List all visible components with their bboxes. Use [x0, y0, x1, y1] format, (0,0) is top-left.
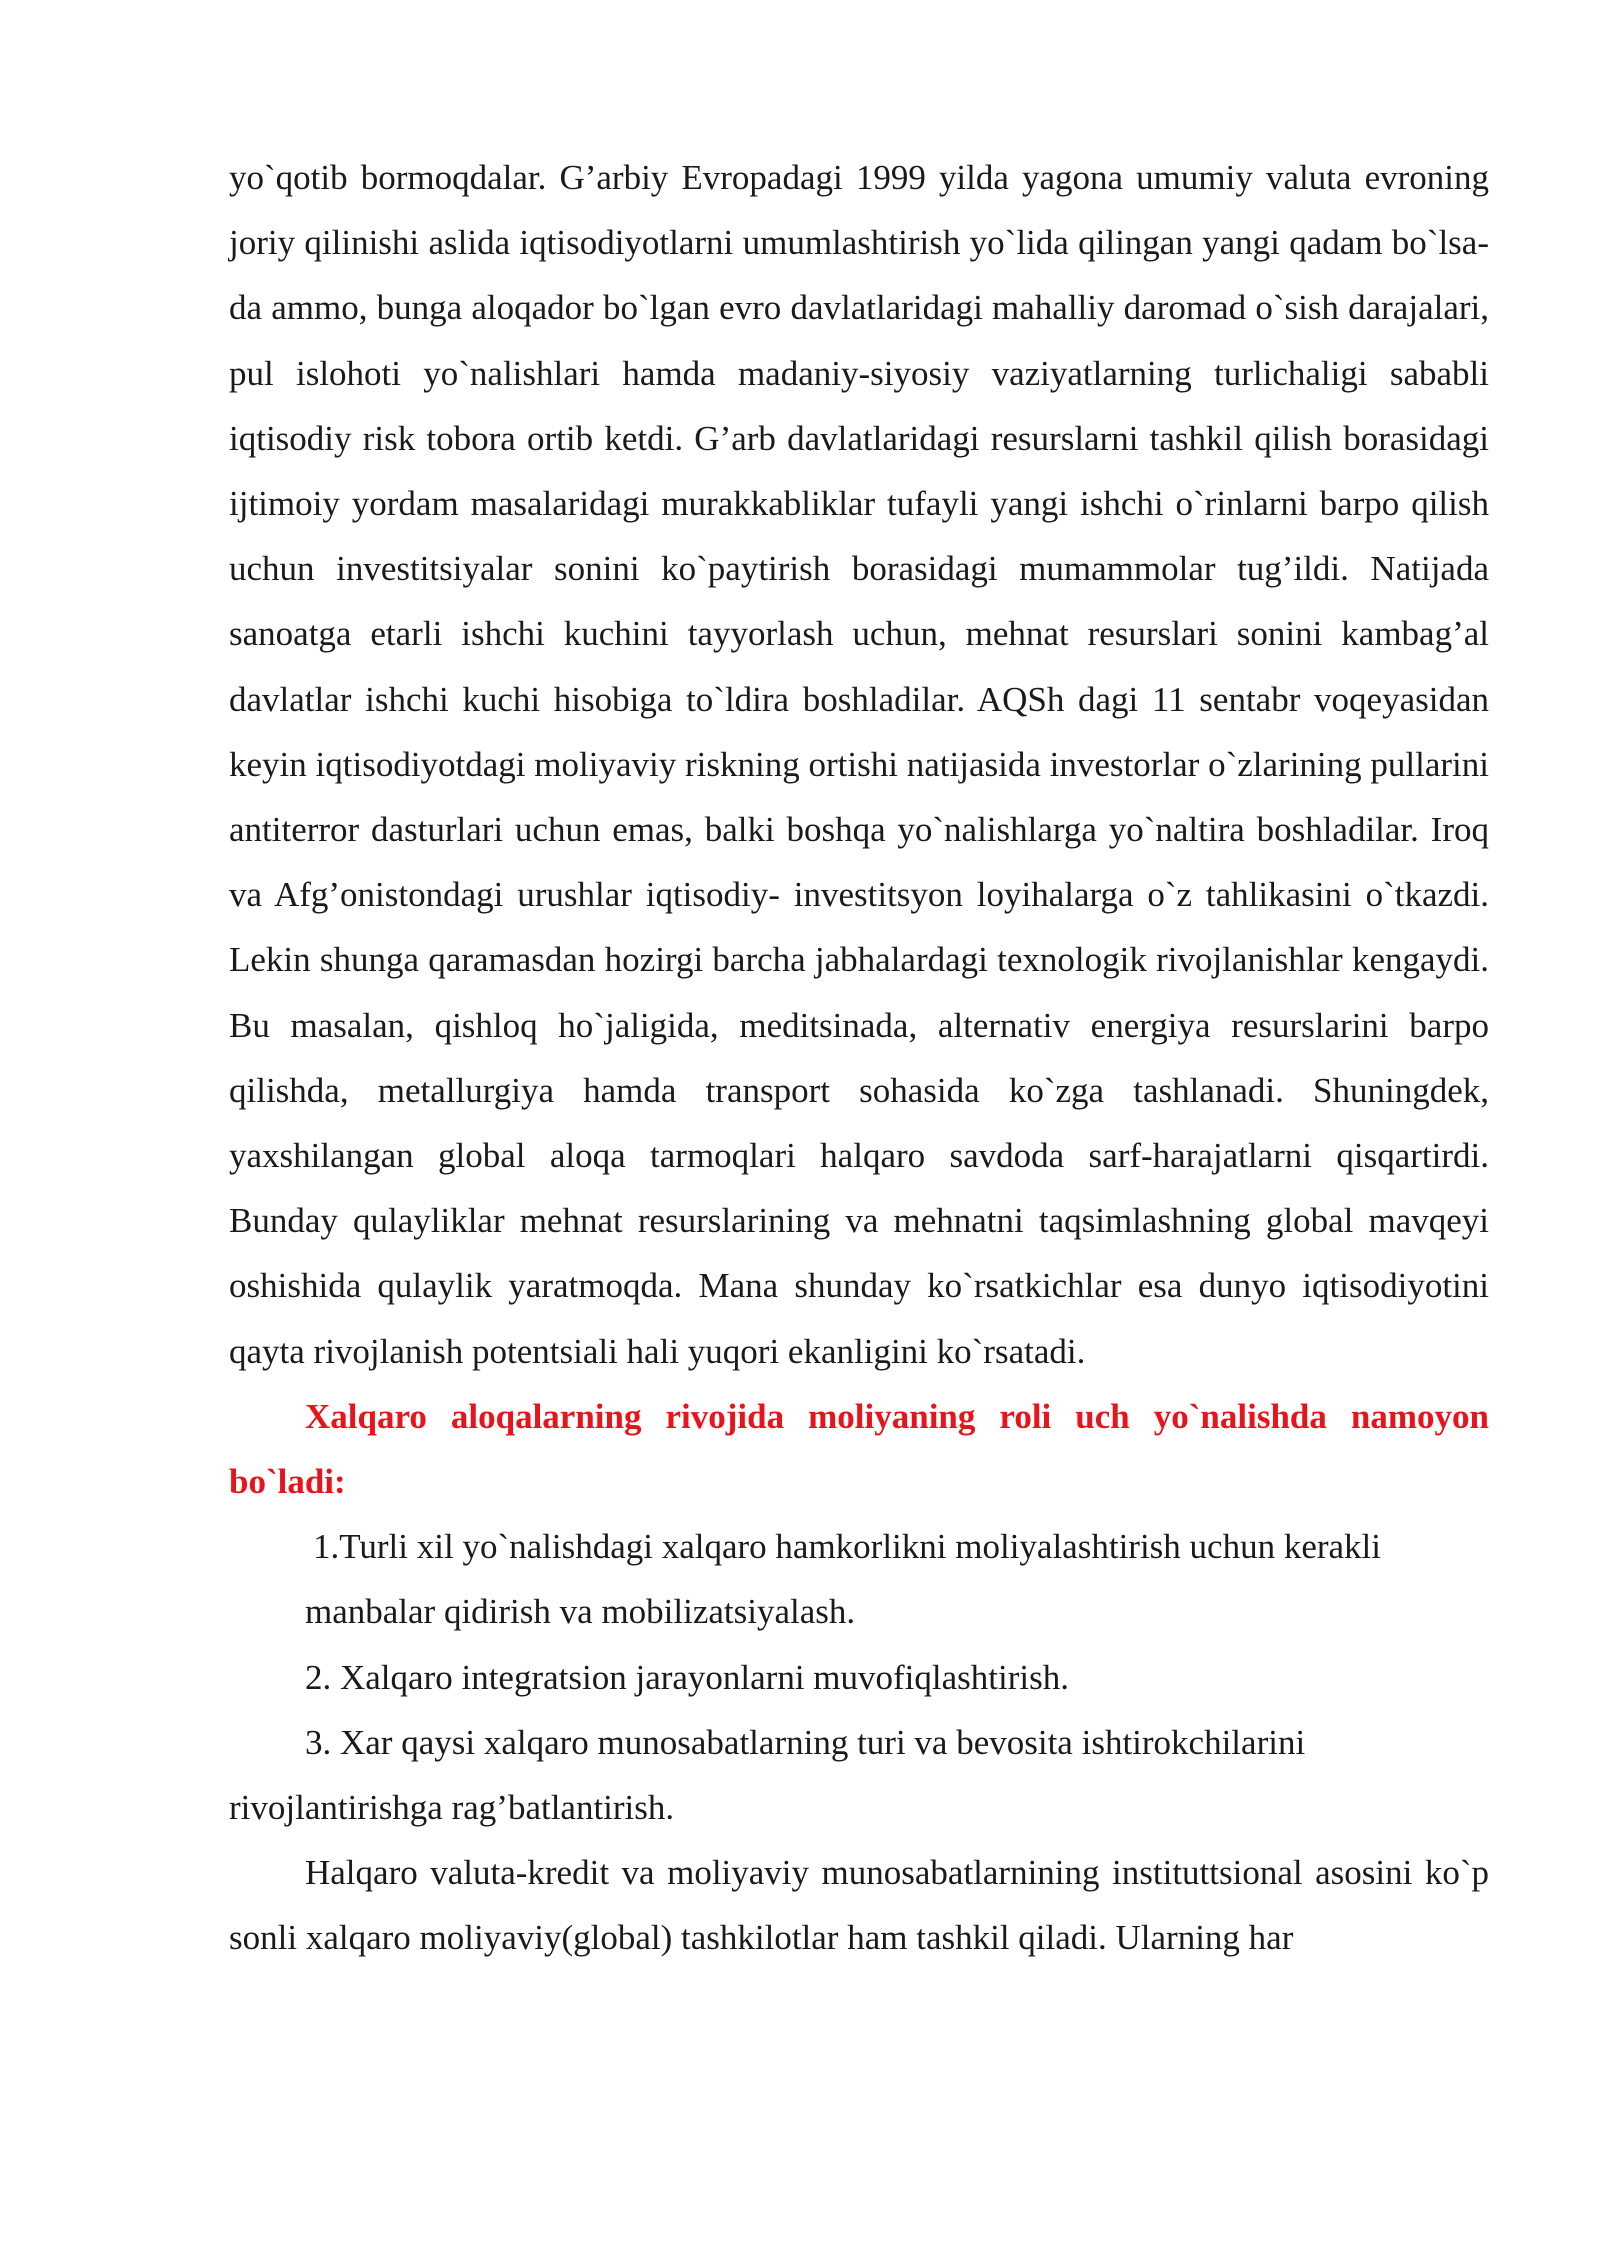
- list-item-1: 1.Turli xil yo`nalishdagi xalqaro hamkorlikni moliyalashtirish uchun kerakli manbalar qidirish va mobilizatsiyalash.: [305, 1527, 1381, 1632]
- list-item-3: 3. Xar qaysi xalqaro munosabatlarning turi va bevosita ishtirokchilarini rivojlantirishga rag’batlantirish.: [229, 1722, 1306, 1828]
- section-heading: Xalqaro aloqalarning rivojida moliyaning roli uch yo`nalishda namoyon bo`ladi:: [229, 1396, 1489, 1502]
- document-body: [229, 145, 1489, 1971]
- paragraph-economic-risks: yo`qotib bormoqdalar. G’arbiy Evropadagi 1999 yilda yagona umumiy valuta evroning joriy qilinishi aslida iqtisodiyotlarni umumlashtirish yo`lida qilingan yangi qadam bo`lsa-da ammo, bunga aloqador bo`lgan evro davlatlaridagi mahalliy daromad o`sish darajalari, pul islohoti yo`nalishlari hamda madaniy-siyosiy vaziyatlarning turlichaligi sababli iqtisodiy risk tobora ortib ketdi. G’arb davlatlaridagi resurslarni tashkil qilish borasidagi ijtimoiy yordam masalaridagi murakkabliklar tufayli yangi ishchi o`rinlarni barpo qilish uchun investitsiyalar sonini ko`paytirish borasidagi mumammolar tug’ildi. Natijada sanoatga etarli ishchi kuchini tayyorlash uchun, mehnat resurslari sonini kambag’al davlatlar ishchi kuchi hisobiga to`ldira boshladilar. AQSh dagi 11 sentabr voqeyasidan keyin iqtisodiyotdagi moliyaviy riskning ortishi natijasida investorlar o`zlarining pullarini antiterror dasturlari uchun emas, balki boshqa yo`nalishlarga yo`naltira boshladilar. Iroq va Afg’onistondagi urushlar iqtisodiy- investitsyon loyihalarga o`z tahlikasini o`tkazdi. Lekin shunga qaramasdan hozirgi barcha jabhalardagi texnologik rivojlanishlar kengaydi. Bu masalan, qishloq ho`jaligida, meditsinada, alternativ energiya resurslarini barpo qilishda, metallurgiya hamda transport sohasida ko`zga tashlanadi. Shuningdek, yaxshilangan global aloqa tarmoqlari halqaro savdoda sarf-harajatlarni qisqartirdi. Bunday qulayliklar mehnat resurslarining va mehnatni taqsimlashning global mavqeyi oshishida qulaylik yaratmoqda. Mana shunday ko`rsatkichlar esa dunyo iqtisodiyotini qayta rivojlanish potentsiali hali yuqori ekanligini ko`rsatadi.: [229, 158, 1489, 1371]
- paragraph-institutional-basis: Halqaro valuta-kredit va moliyaviy munosabatlarnining instituttsional asosini ko`p sonli xalqaro moliyaviy(global) tashkilotlar ham tashkil qiladi. Ularning har: [229, 1853, 1489, 1958]
- list-item-2: 2. Xalqaro integratsion jarayonlarni muvofiqlashtirish.: [305, 1657, 1069, 1697]
